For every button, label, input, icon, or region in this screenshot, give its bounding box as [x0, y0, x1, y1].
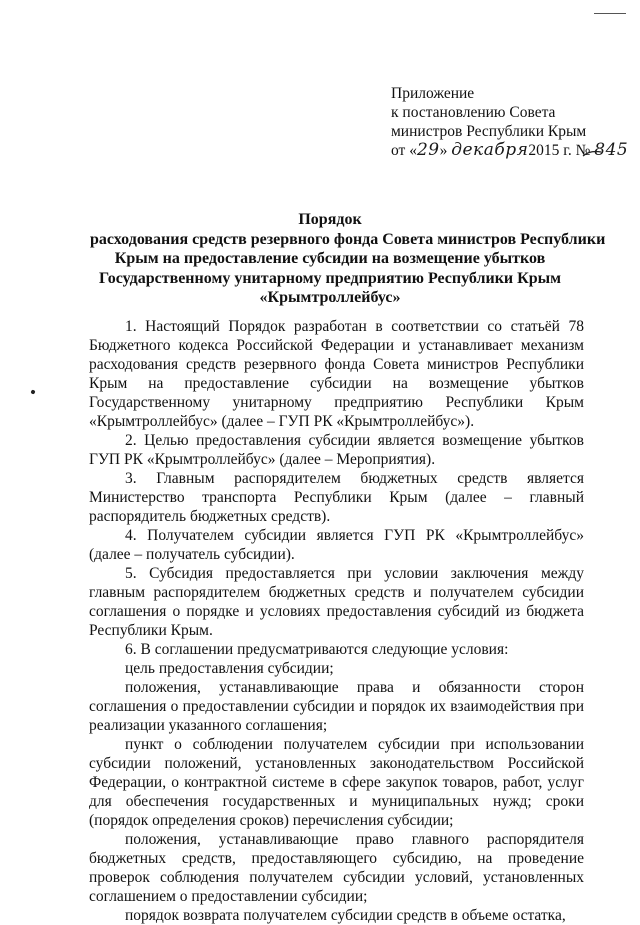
document-title [90, 210, 606, 308]
date-mid: » [439, 142, 452, 159]
title-line-3: Крым на предоставление субсидии на возмещение убытков [114, 250, 546, 267]
date-year: 2015 г. № [528, 142, 595, 159]
title-line-5: «Крымтроллейбус» [259, 289, 401, 306]
paragraph: положения, устанавливающие право главного распорядителя бюджетных средств, предоставляющего субсидию, на проведение проверок соблюдения получателем субсидии условий, установленных соглашением о предоставлении субсидии; [89, 831, 584, 905]
date-number: 845 [594, 140, 629, 160]
appendix-line-1: Приложение [391, 85, 475, 102]
paragraph: 4. Получателем субсидии является ГУП РК «Крымтроллейбус» (далее – получатель субсидии). [89, 527, 584, 563]
paragraph: порядок возврата получателем субсидии средств в объеме остатка, [125, 907, 566, 924]
paragraph: 6. В соглашении предусматриваются следующие условия: [125, 641, 509, 658]
paragraph: 5. Субсидия предоставляется при условии заключения между главным распорядителем бюджетных средств и получателем субсидии соглашения о порядке и условиях предоставления субсидий из бюджета Республики Крым. [89, 565, 584, 639]
date-day: 29 [416, 140, 440, 160]
handwritten-scribble [582, 148, 602, 158]
appendix-line-3: министров Республики Крым [391, 123, 587, 140]
paragraph: цель предоставления субсидии; [125, 660, 334, 677]
date-month: декабря [451, 140, 529, 160]
paragraph: 3. Главным распорядителем бюджетных средств является Министерство транспорта Республики Крым (далее – главный распорядитель бюджетных средств). [89, 470, 584, 525]
paragraph: 2. Целью предоставления субсидии является возмещение убытков ГУП РК «Крымтроллейбус» (далее – Мероприятия). [89, 432, 584, 468]
paragraph: 1. Настоящий Порядок разработан в соответствии со статьёй 78 Бюджетного кодекса Российской Федерации и устанавливает механизм расходования средств резервного фонда Совета министров Республики Крым на предоставление субсидии на возмещение убытков Государственному унитарному предприятию Республики Крым «Крымтроллейбус» (далее – ГУП РК «Крымтроллейбус»). [89, 318, 584, 430]
title-line-2: расходования средств резервного фонда Совета министров Республики [90, 230, 606, 248]
paragraph: положения, устанавливающие права и обязанности сторон соглашения о предоставлении субсидии и порядок их взаимодействия при реализации указанного соглашения; [89, 679, 584, 734]
paragraph: пункт о соблюдении получателем субсидии при использовании субсидии положений, установленных законодательством Российской Федерации, о контрактной системе в сфере закупок товаров, работ, услуг для обеспечения государственных и муниципальных нужд; сроки (порядок определения сроков) перечисления субсидии; [89, 736, 584, 829]
date-prefix: от « [391, 142, 417, 159]
corner-mark [594, 13, 626, 14]
title-line-4: Государственному унитарному предприятию Республики Крым [98, 269, 562, 287]
title-line-1: Порядок [298, 211, 362, 228]
appendix-line-2: к постановлению Совета [391, 104, 556, 121]
document-body [89, 317, 584, 925]
margin-mark [30, 389, 35, 394]
